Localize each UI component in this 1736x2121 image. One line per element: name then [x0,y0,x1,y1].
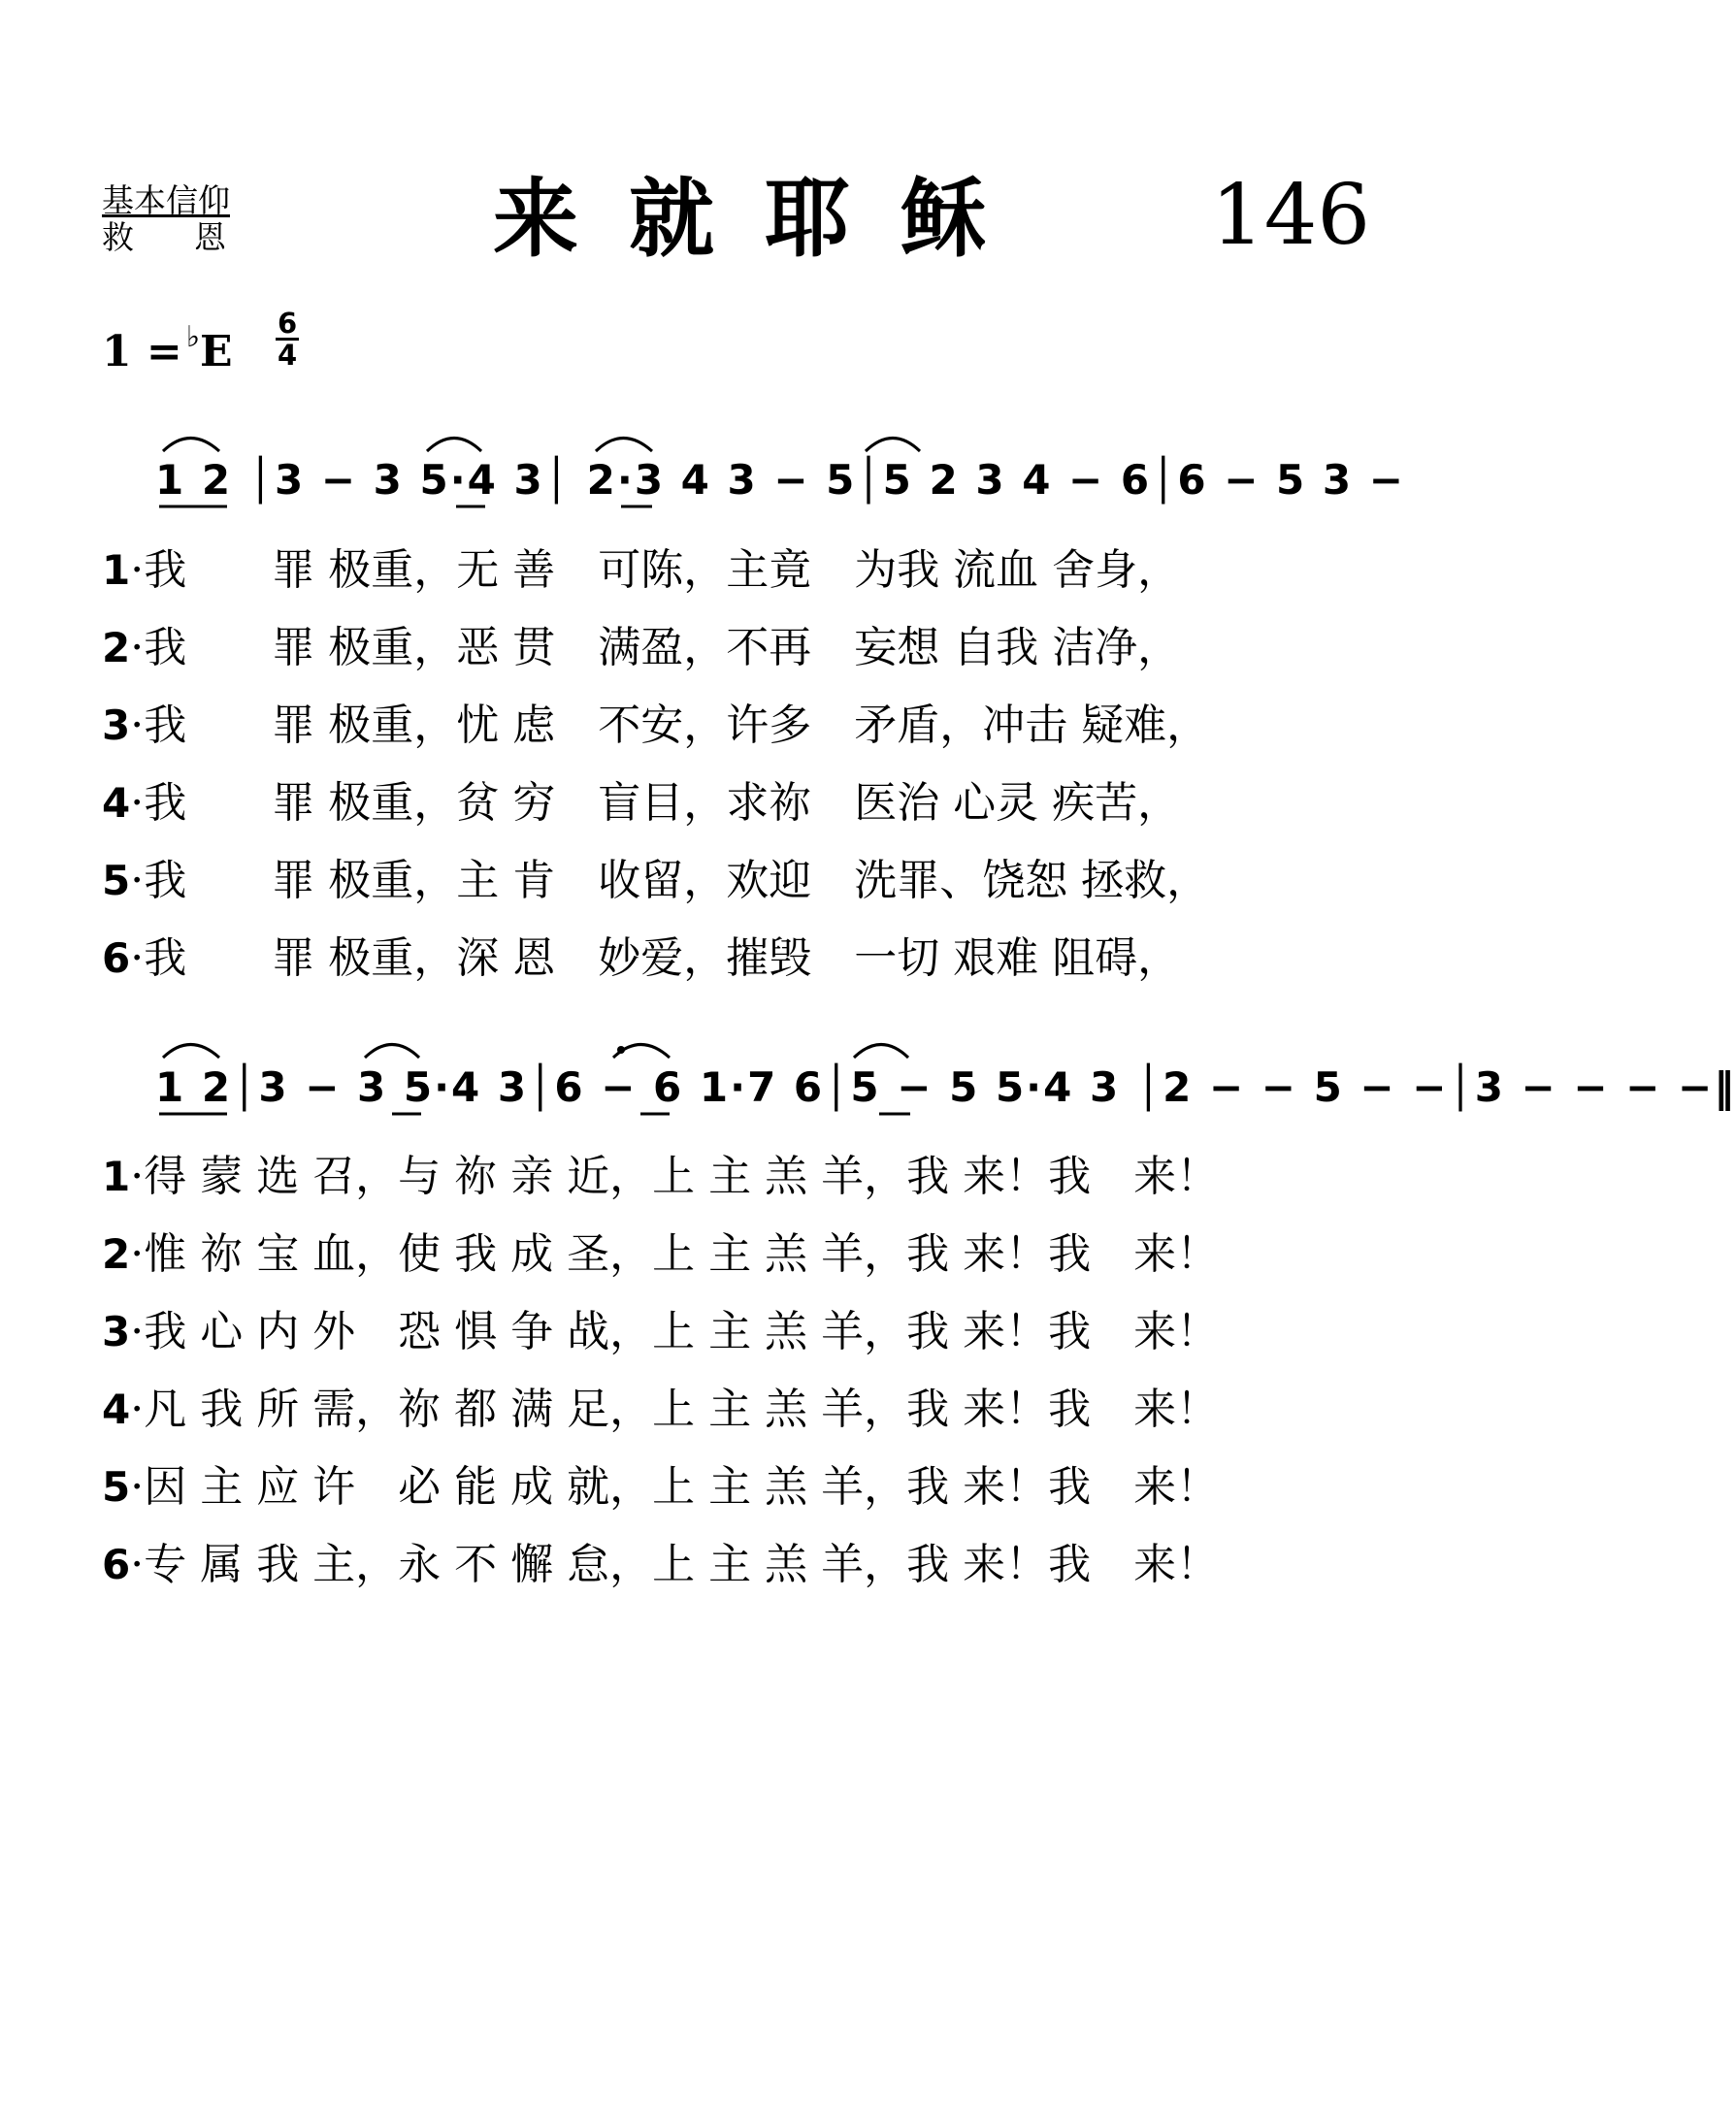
lyric-line [102,1538,1219,1592]
slur [163,1045,219,1059]
slur [365,1045,419,1059]
flat-icon: ♭ [185,320,200,354]
lyric-text: ·我 心 内 外 恐 惧 争 战，上 主 羔 羊，我 来！我 来！ [130,1307,1220,1356]
lyric-text: ·我 罪 极重，深 恩 妙爱，摧毁 一切 艰难 阻碍， [130,933,1181,983]
verse-number: 2 [102,1230,131,1278]
slur [866,439,920,452]
notation-line-2: 1 2│3 − 3 5·4 3│6 − 6 1·7 6│5 − 5 5·4 3 │2 − − 5 − −│3 − − − −‖ [155,1063,1736,1111]
verse-number: 3 [102,702,131,749]
notation-line-1: 1 2 │3 − 3 5·4 3│ 2·3 4 3 − 5│5 2 3 4 − 6│6 − 5 3 − [155,456,1405,504]
verse-number: 6 [102,934,131,982]
hymn-title: 来就耶稣 [493,168,1037,269]
lyric-text: ·凡 我 所 需，祢 都 满 足，上 主 羔 羊，我 来！我 来！ [130,1385,1220,1434]
lyric-text: ·因 主 应 许 必 能 成 就，上 主 羔 羊，我 来！我 来！ [130,1462,1220,1512]
slur [163,439,219,452]
verse-number: 6 [102,1541,131,1588]
verse-number: 4 [102,1386,131,1433]
lyric-text: ·我 罪 极重，恶 贯 满盈，不再 妄想 自我 洁净， [130,623,1181,672]
verse-number: 5 [102,857,131,904]
lyric-line [102,1305,1219,1359]
lyric-line [102,931,1180,986]
lyric-text: ·得 蒙 选 召，与 祢 亲 近，上 主 羔 羊，我 来！我 来！ [130,1152,1220,1201]
lyric-line [102,854,1209,908]
meter-top: 6 [278,307,298,340]
lyric-line [102,1460,1219,1515]
lyric-line [102,621,1180,675]
verse-number: 3 [102,1308,131,1355]
lyric-line [102,1150,1219,1204]
lyric-text: ·我 罪 极重，忧 虑 不安，许多 矛盾，冲击 疑难， [130,701,1210,750]
lyric-text: ·我 罪 极重，主 肯 收留，欢迎 洗罪、饶恕 拯救， [130,856,1210,905]
lyric-text: ·我 罪 极重，无 善 可陈，主竟 为我 流血 舍身， [130,545,1181,595]
slur [427,439,481,452]
meter-bottom: 4 [278,339,298,372]
verse-number: 1 [102,1153,131,1200]
lyric-text: ·专 属 我 主，永 不 懈 怠，上 主 羔 羊，我 来！我 来！ [130,1540,1220,1589]
verse-number: 4 [102,779,131,827]
verse-number: 2 [102,624,131,671]
verse-number: 1 [102,546,131,594]
slur [596,439,652,452]
category-sub: 救恩 [102,218,286,256]
lyric-text: ·惟 祢 宝 血，使 我 成 圣，上 主 羔 羊，我 来！我 来！ [130,1229,1220,1279]
lyric-line [102,543,1180,598]
lyric-line [102,699,1209,753]
lyric-text: ·我 罪 极重，贫 穷 盲目，求祢 医治 心灵 疾苦， [130,778,1181,828]
octave-dot [617,1046,625,1054]
key-prefix: 1 = [102,327,182,376]
category-main: 基本信仰 [102,181,230,219]
hymn-number: 146 [1211,167,1371,264]
lyric-line [102,1383,1219,1437]
lyric-line [102,776,1180,831]
key-note: E [199,327,233,376]
slur [854,1045,908,1059]
lyric-line [102,1227,1219,1282]
verse-number: 5 [102,1463,131,1511]
